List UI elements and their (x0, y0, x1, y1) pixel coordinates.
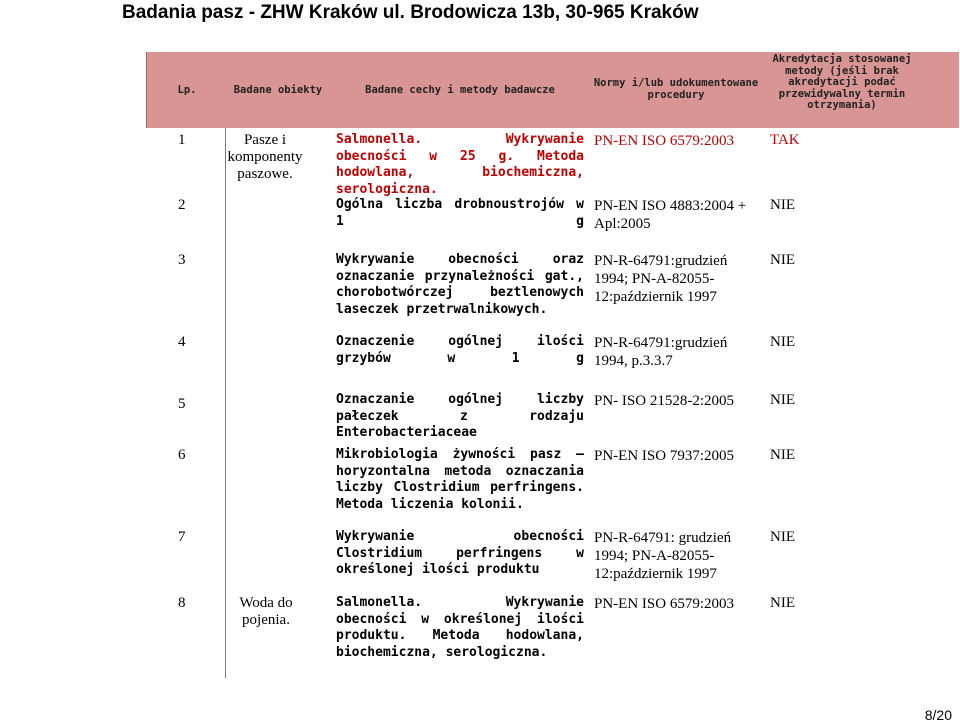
row-method: Oznaczenie ogólnej ilości grzybów w 1 g (336, 334, 584, 366)
row-accreditation: NIE (770, 447, 795, 463)
row-norm: PN-R-64791:grudzień 1994, p.3.3.7 (594, 335, 728, 369)
row-method: Salmonella. Wykrywanie obecności w 25 g. Metoda hodowlana, biochemiczna, serologiczna. (336, 132, 584, 197)
header-norms: Normy i/lub udokumentowane procedury (593, 77, 759, 101)
row-number: 1 (178, 132, 186, 148)
row-object: Pasze i komponenty paszowe. (227, 132, 303, 182)
header-methods: Badane cechy i metody badawcze (365, 84, 555, 96)
row-method: Wykrywanie obecności Clostridium perfringens w określonej ilości produktu (336, 529, 584, 577)
row-number: 2 (178, 197, 186, 213)
row-norm: PN-EN ISO 6579:2003 (594, 133, 735, 149)
row-method: Salmonella. Wykrywanie obecności w określonej ilości produktu. Metoda hodowlana, biochemiczna, serologiczna. (336, 595, 584, 660)
row-accreditation: NIE (770, 197, 795, 213)
row-accreditation: NIE (770, 392, 795, 408)
row-method: Wykrywanie obecności oraz oznaczanie przynależności gat., chorobotwórczej beztlenowych laseczek przetrwalnikowych. (336, 252, 584, 317)
header-accreditation: Akredytacja stosowanej metody (jeśli brak akredytacji podać przewidywalny termin otrzymania) (772, 53, 912, 111)
header-objects: Badane obiekty (233, 84, 323, 96)
table-border (146, 52, 147, 128)
row-accreditation: NIE (770, 252, 795, 268)
row-norm: PN-EN ISO 4883:2004 + Apl:2005 (594, 198, 747, 232)
row-number: 3 (178, 252, 186, 268)
row-norm: PN-R-64791:grudzień 1994; PN-A-82055- 12:październik 1997 (594, 253, 728, 305)
row-method: Ogólna liczba drobnoustrojów w 1 g (336, 197, 584, 229)
row-number: 8 (178, 595, 186, 611)
header-lp: Lp. (177, 84, 197, 96)
row-number: 4 (178, 334, 186, 350)
row-accreditation: NIE (770, 595, 795, 611)
page-title: Badania pasz - ZHW Kraków ul. Brodowicza 13b, 30-965 Kraków (122, 2, 699, 23)
row-norm: PN-R-64791: grudzień 1994; PN-A-82055- 12:październik 1997 (594, 530, 732, 582)
row-number: 5 (178, 396, 186, 412)
row-method: Oznaczanie ogólnej liczby pałeczek z rodzaju Enterobacteriaceae (336, 392, 584, 440)
row-number: 7 (178, 529, 186, 545)
page-number: 8/20 (924, 707, 952, 723)
row-norm: PN- ISO 21528-2:2005 (594, 393, 735, 409)
row-accreditation: TAK (770, 132, 800, 148)
row-accreditation: NIE (770, 334, 795, 350)
row-norm: PN-EN ISO 7937:2005 (594, 448, 735, 464)
row-norm: PN-EN ISO 6579:2003 (594, 596, 735, 612)
row-object: Woda do pojenia. (239, 595, 293, 628)
row-accreditation: NIE (770, 529, 795, 545)
row-number: 6 (178, 447, 186, 463)
row-method: Mikrobiologia żywności pasz – horyzontalna metoda oznaczania liczby Clostridium perfringens. Metoda liczenia kolonii. (336, 447, 584, 512)
